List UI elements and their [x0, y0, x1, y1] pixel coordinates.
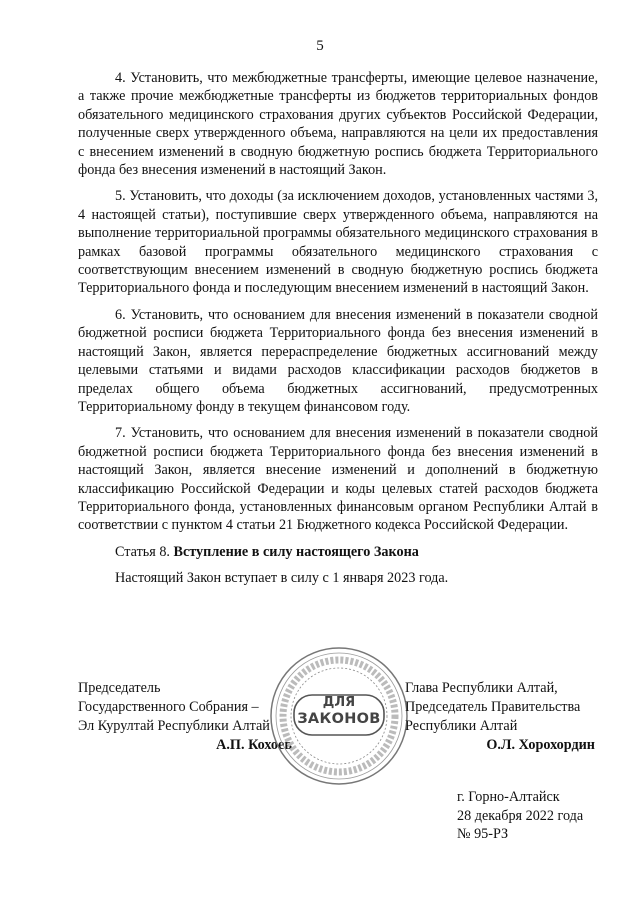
signature-block-right [405, 679, 605, 755]
official-seal [268, 645, 410, 787]
signature-block-left [78, 679, 292, 755]
law-body-text [78, 69, 598, 596]
paragraph-4: 4. Установить, что межбюджетные трансферты, имеющие целевое назначение, а также прочие межбюджетные трансферты из бюджетов территориальных фондов обязательного медицинского страхования других субъектов Российской Федерации, полученные сверх утвержденного объема, направляются на цели их предоставления с внесением изменений в сводную бюджетную роспись бюджета Территориального фонда без внесения изменений в настоящий Закон. [78, 70, 598, 179]
signature-right-name: О.Л. Хорохордин [486, 737, 595, 753]
paragraph-7: 7. Установить, что основанием для внесения изменений в показатели сводной бюджетной росписи бюджета Территориального фонда без внесения изменений в настоящий Закон, является внесение изменений и дополнений в бюджетную классификацию Российской Федерации и коды целевых статей расходов бюджета Территориального фонда, установленных финансовым органом Республики Алтай в соответствии с пунктом 4 статьи 21 Бюджетного кодекса Российской Федерации. [78, 425, 598, 534]
seal-text-line-2: ЗАКОНОВ [297, 711, 381, 727]
page-number: 5 [316, 38, 324, 54]
article-title: Вступление в силу настоящего Закона [173, 543, 419, 560]
law-number: № 95-РЗ [457, 826, 509, 842]
article-8-text: Настоящий Закон вступает в силу с 1 января 2023 года. [115, 570, 449, 587]
signature-left-name: А.П. Кохоев [216, 737, 292, 753]
article-prefix: Статья 8. [115, 543, 174, 560]
paragraph-6: 6. Установить, что основанием для внесения изменений в показатели сводной бюджетной росписи бюджета Территориального фонда без внесения изменений в настоящий Закон, является перераспределение бюджетных ассигнований между целевыми статьями и видами расходов классификации расходов бюджетов в пределах общего объема бюджетных ассигнований, предусмотренных Территориальному фонду в текущем финансовом году. [78, 306, 598, 415]
article-8-heading [78, 543, 598, 561]
signature-left-line-1: Председатель [78, 680, 161, 696]
law-date: 28 декабря 2022 года [457, 807, 584, 824]
seal-text-line-1: ДЛЯ [322, 695, 356, 710]
place-date-number [457, 788, 617, 844]
signature-left-line-3: Эл Курултай Республики Алтай [78, 718, 270, 734]
signature-right-line-2: Председатель Правительства [405, 699, 581, 715]
signature-right-line-3: Республики Алтай [405, 718, 518, 734]
paragraph-5: 5. Установить, что доходы (за исключением доходов, установленных частями 3, 4 настоящей статьи), поступившие сверх утвержденного объема, направляются на выполнение территориальной программы обязательного медицинского страхования в рамках базовой программы обязательного медицинского страхования с соответствующим внесением изменений в сводную бюджетную роспись бюджета Территориального фонда и последующим внесением изменений в настоящий Закон. [78, 188, 598, 297]
signature-right-line-1: Глава Республики Алтай, [405, 680, 558, 696]
city: г. Горно-Алтайск [457, 789, 560, 805]
signature-left-line-2: Государственного Собрания – [78, 699, 259, 715]
